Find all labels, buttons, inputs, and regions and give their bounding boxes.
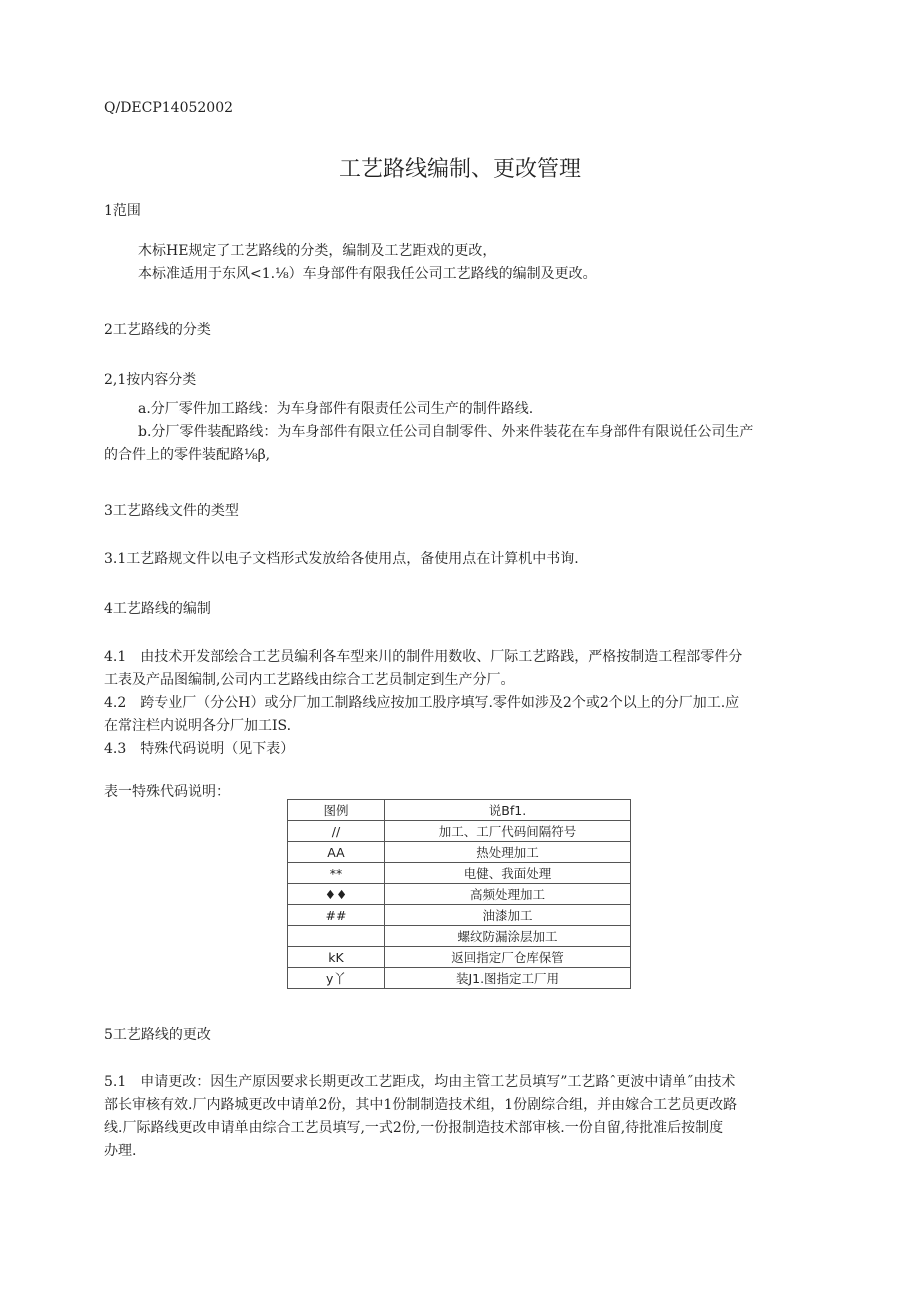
table-row bbox=[288, 905, 631, 926]
section-1-line-1: 木标HE规定了工艺路线的分类，编制及工艺距戏的更改， bbox=[138, 243, 497, 259]
legend-cell: kK bbox=[288, 947, 385, 968]
section-2-1-heading: 2,1按内容分类 bbox=[104, 372, 197, 388]
clause-5-1-line-2: 部长审核有效.厂内路城更改中请单2份，其中1份制制造技术组，1份剧综合组，并由嫁合工艺员更改路 bbox=[104, 1097, 738, 1113]
item-a: a.分厂零件加工路线：为车身部件有限责任公司生产的制件路线. bbox=[138, 401, 534, 417]
item-b-line-2: 的合件上的零件装配路⅛β, bbox=[104, 447, 271, 463]
section-2-1-body bbox=[104, 398, 816, 467]
legend-cell: ♦♦ bbox=[288, 884, 385, 905]
section-2-heading: 2工艺路线的分类 bbox=[104, 322, 211, 338]
table-row bbox=[288, 968, 631, 989]
clause-5-1-line-1: 5.1 申请更改：因生产原因要求长期更改工艺距戌，均由主管工艺员填写”工艺路ˆ更波中请单˝由技术 bbox=[104, 1074, 736, 1090]
legend-cell: ## bbox=[288, 905, 385, 926]
legend-cell: y丫 bbox=[288, 968, 385, 989]
section-3-1-text: 3.1工艺路规文件以电子文档形式发放给各使用点，备使用点在计算机中书询. bbox=[104, 551, 579, 567]
page-title: 工艺路线编制、更改管理 bbox=[338, 157, 581, 182]
clause-4-1-line-2: 工表及产品图编制,公司内工艺路线由综合工艺员制定到生产分厂。 bbox=[104, 672, 515, 688]
section-4-body bbox=[104, 646, 816, 761]
section-5-body bbox=[104, 1071, 816, 1163]
header-description: 说Bf1. bbox=[385, 800, 631, 821]
table-row bbox=[288, 884, 631, 905]
clause-5-1-line-3: 线.厂际路线更改申请单由综合工艺员填写,一式2份,一份报制造技术部审核.一份自留,待批准后按制度 bbox=[104, 1120, 724, 1136]
clause-4-3: 4.3 特殊代码说明（见下表） bbox=[104, 741, 295, 757]
clause-4-2-line-1: 4.2 跨专业厂（分公H）或分厂加工制路线应按加工股序填写.零件如涉及2个或2个以上的分厂加工.应 bbox=[104, 695, 740, 711]
table-row bbox=[288, 947, 631, 968]
description-cell: 返回指定厂仓库保管 bbox=[385, 947, 631, 968]
section-3-heading: 3工艺路线文件的类型 bbox=[104, 503, 239, 519]
description-cell: 热处理加工 bbox=[385, 842, 631, 863]
table-row bbox=[288, 821, 631, 842]
special-code-table bbox=[287, 799, 631, 989]
table-header-row bbox=[288, 800, 631, 821]
section-1-heading: 1范围 bbox=[104, 203, 141, 219]
header-legend: 图例 bbox=[288, 800, 385, 821]
table-row bbox=[288, 863, 631, 884]
table-row bbox=[288, 926, 631, 947]
description-cell: 加工、工厂代码间隔符号 bbox=[385, 821, 631, 842]
legend-cell bbox=[288, 926, 385, 947]
item-b-line-1: b.分厂零件装配路线：为车身部件有限立任公司自制零件、外来件装花在车身部件有限说任公司生产 bbox=[138, 424, 754, 440]
description-cell: 高频处理加工 bbox=[385, 884, 631, 905]
description-cell: 螺纹防漏涂层加工 bbox=[385, 926, 631, 947]
description-cell: 电健、我面处理 bbox=[385, 863, 631, 884]
clause-4-2-line-2: 在常注栏内说明各分厂加工IS. bbox=[104, 718, 292, 734]
document-code: Q/DECP14052002 bbox=[104, 100, 234, 116]
table-caption: 表一特殊代码说明： bbox=[104, 784, 230, 800]
description-cell: 油漆加工 bbox=[385, 905, 631, 926]
description-cell: 装J1.图指定工厂用 bbox=[385, 968, 631, 989]
clause-4-1-line-1: 4.1 由技术开发部绘合工艺员编利各车型来川的制件用数收、厂际工艺路践，严格按制造工程部零件分 bbox=[104, 649, 743, 665]
legend-cell: // bbox=[288, 821, 385, 842]
table-row bbox=[288, 842, 631, 863]
legend-cell: AA bbox=[288, 842, 385, 863]
legend-cell: ** bbox=[288, 863, 385, 884]
section-1-line-2: 本标准适用于东风<1.⅛）车身部件有限我任公司工艺路线的编制及更改。 bbox=[138, 266, 597, 282]
section-4-heading: 4工艺路线的编制 bbox=[104, 601, 211, 617]
clause-5-1-line-4: 办理. bbox=[104, 1143, 137, 1159]
section-1-body bbox=[104, 240, 816, 286]
section-5-heading: 5工艺路线的更改 bbox=[104, 1027, 211, 1043]
